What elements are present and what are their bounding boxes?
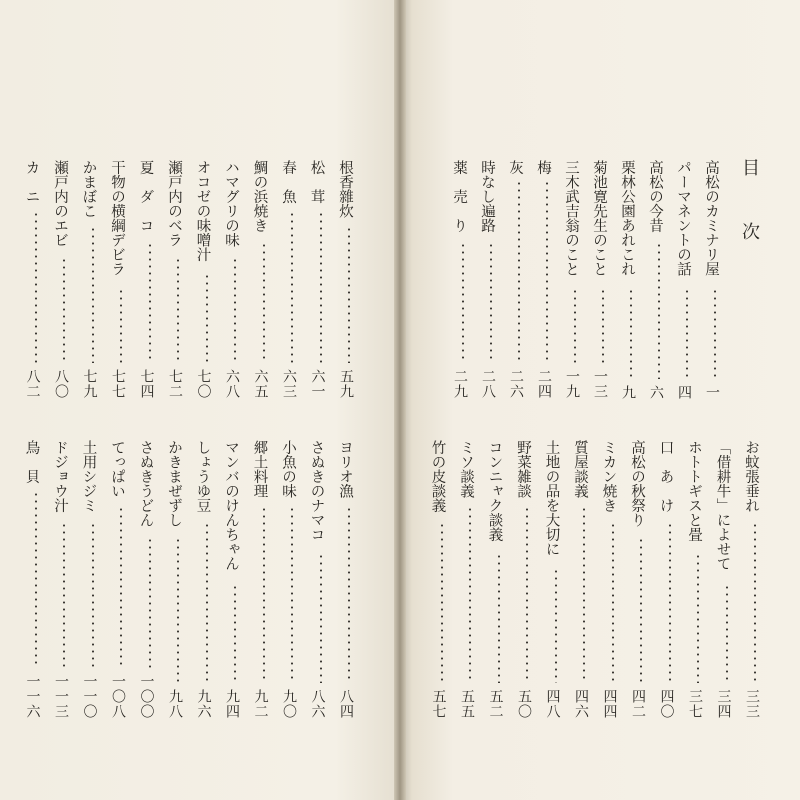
toc-entry-title: 梅 — [535, 160, 551, 175]
toc-entry-page: 六 — [648, 384, 664, 400]
toc-entry-page: 九八 — [167, 689, 183, 719]
toc-entry-page: 六一 — [309, 369, 326, 399]
toc-entry — [602, 440, 620, 720]
toc-leader-dots — [291, 506, 293, 683]
toc-leader-dots — [669, 522, 671, 684]
toc-entry-page: 一九 — [564, 369, 580, 399]
toc-entry — [676, 160, 694, 400]
toc-leader-dots — [658, 242, 660, 379]
toc-entry-title: 松 茸 — [308, 160, 325, 204]
toc-entry-title: ミカン焼き — [600, 440, 617, 513]
toc-entry — [536, 160, 554, 400]
toc-entry — [338, 440, 356, 720]
toc-entry-title: ヨリオ漁 — [337, 440, 353, 498]
toc-entry-title: しょうゆ豆 — [194, 440, 211, 513]
toc-leader-dots — [177, 537, 179, 683]
toc-entry — [716, 440, 734, 720]
toc-leader-dots — [63, 522, 65, 668]
toc-leader-dots — [714, 288, 716, 379]
toc-entry-title: てっぱい — [109, 440, 125, 498]
toc-leader-dots — [263, 242, 265, 364]
toc-entry-page: 九四 — [224, 689, 240, 719]
toc-entry — [545, 440, 563, 720]
toc-entry-title: 鳥 貝 — [23, 440, 40, 484]
toc-entry-title: ミソ談義 — [458, 440, 474, 498]
toc-leader-dots — [498, 553, 500, 684]
toc-entry-title: 瀬戸内のエビ — [52, 160, 68, 247]
toc-entry-title: 三木武吉翁のこと — [563, 160, 579, 276]
toc-entry — [648, 160, 666, 400]
toc-entry-title: 春 魚 — [280, 160, 296, 204]
toc-entry-page: 二八 — [480, 369, 496, 399]
toc-leader-dots — [120, 506, 122, 668]
page-shadow — [406, 0, 412, 800]
toc-entry-title: 高松のカミナリ屋 — [703, 160, 719, 276]
toc-entry — [110, 440, 128, 720]
toc-entry-page: 一一三 — [53, 673, 69, 719]
toc-leader-dots — [612, 522, 614, 684]
toc-entry-page: 八四 — [338, 689, 354, 719]
toc-entry-page: 四六 — [573, 689, 589, 719]
toc-entry — [659, 440, 677, 720]
left-page — [0, 0, 394, 800]
toc-entry-title: パーマネントの話 — [675, 160, 691, 276]
toc-entry — [196, 440, 214, 720]
toc-entry-title: 薬 売 り — [451, 160, 467, 233]
toc-leader-dots — [583, 506, 585, 683]
toc-entry-page: 九六 — [195, 689, 212, 719]
toc-leader-dots — [35, 211, 37, 364]
toc-leader-dots — [574, 288, 576, 363]
toc-entry-title: 灰 — [507, 160, 523, 175]
toc-entry-page: 七〇 — [195, 369, 212, 399]
toc-entry-page: 六五 — [252, 369, 269, 399]
toc-entry-title: 質屋談義 — [572, 440, 588, 498]
toc-entry-page: 一一六 — [24, 673, 41, 719]
toc-entry — [167, 440, 185, 720]
toc-entry — [25, 160, 43, 400]
toc-entry — [224, 160, 242, 400]
toc-leader-dots — [206, 273, 208, 364]
toc-entry-title: 高松の秋祭り — [629, 440, 645, 527]
toc-entry — [338, 160, 356, 400]
toc-entry — [704, 160, 722, 400]
toc-leader-dots — [348, 226, 350, 363]
toc-entry — [139, 160, 157, 400]
right-page — [406, 0, 800, 800]
toc-entry-title: ハマグリの味 — [223, 160, 239, 247]
toc-entry-title: 栗林公園あれこれ — [619, 160, 635, 276]
toc-entry-title: 夏 ダ コ — [137, 160, 154, 233]
toc-entry-page: 九 — [620, 384, 636, 400]
toc-entry — [630, 440, 648, 720]
toc-leader-dots — [686, 288, 688, 379]
toc-leader-dots — [462, 242, 464, 364]
toc-leader-dots — [206, 522, 208, 684]
toc-entry — [53, 160, 71, 400]
toc-entry-page: 五九 — [338, 369, 354, 399]
toc-entry-page: 五〇 — [516, 689, 532, 719]
book-gutter — [394, 0, 406, 800]
toc-entry — [53, 440, 71, 720]
toc-entry — [82, 160, 100, 400]
toc-entry — [281, 160, 299, 400]
toc-entry-page: 二六 — [508, 369, 524, 399]
toc-entry — [592, 160, 610, 400]
toc-entry-title: カ ニ — [23, 160, 40, 204]
toc-entry-title: 竹の皮談義 — [429, 440, 446, 513]
toc-entry-page: 九〇 — [281, 689, 297, 719]
toc-entry — [167, 160, 185, 400]
toc-entry-page: 七九 — [81, 369, 98, 399]
toc-entry-page: 六八 — [224, 369, 240, 399]
toc-entry-title: 根香雜炊 — [337, 160, 353, 218]
toc-entry — [452, 160, 470, 400]
toc-entry-page: 二四 — [536, 369, 552, 399]
toc-leader-dots — [92, 522, 94, 668]
toc-entry — [310, 440, 328, 720]
toc-entry-page: 四四 — [601, 689, 618, 719]
toc-entry-title: 土地の品を大切に — [543, 440, 560, 556]
toc-entry-title: 郷土料理 — [251, 440, 268, 498]
toc-leader-dots — [149, 537, 151, 668]
toc-entry-title: さぬきうどん — [137, 440, 154, 527]
toc-leader-dots — [320, 553, 322, 684]
toc-entry-page: 四二 — [630, 689, 646, 719]
toc-leader-dots — [469, 506, 471, 683]
toc-entry — [139, 440, 157, 720]
toc-entry — [620, 160, 638, 400]
toc-leader-dots — [63, 257, 65, 363]
toc-entry-title: 瀬戸内のベラ — [166, 160, 182, 247]
toc-entry-title: 鯛の浜焼き — [251, 160, 268, 233]
toc-entry — [744, 440, 762, 720]
toc-entry-title: 菊池寛先生のこと — [591, 160, 607, 276]
toc-entry-page: 四八 — [544, 689, 561, 719]
toc-entry — [488, 440, 506, 720]
toc-entry — [253, 160, 271, 400]
toc-entry — [564, 160, 582, 400]
toc-entry — [110, 160, 128, 400]
toc-entry — [687, 440, 705, 720]
toc-entry-page: 一一〇 — [81, 673, 98, 719]
toc-leader-dots — [526, 506, 528, 683]
toc-entry — [508, 160, 526, 400]
toc-entry-page: 三七 — [687, 689, 703, 719]
toc-entry-title: コンニャク談義 — [486, 440, 503, 542]
toc-leader-dots — [726, 584, 728, 684]
toc-entry — [82, 440, 100, 720]
toc-leader-dots — [640, 537, 642, 683]
toc-entry-title: マンバのけんちゃん — [223, 440, 239, 571]
toc-entry-title: 小魚の味 — [280, 440, 296, 498]
toc-entry-page: 四 — [676, 384, 692, 400]
toc-entry-title: 高松の今昔 — [647, 160, 663, 233]
toc-entry-title: お蚊張垂れ — [743, 440, 759, 513]
toc-entry-title: かきまぜずし — [166, 440, 182, 527]
toc-entry-page: 一〇八 — [110, 673, 126, 719]
toc-entry-title: ドジョウ汁 — [52, 440, 68, 513]
toc-entry-title: 「借耕牛」によせて — [714, 440, 731, 571]
toc-entry-page: 五七 — [430, 689, 447, 719]
toc-entry — [25, 440, 43, 720]
toc-entry-title: 時なし遍路 — [479, 160, 495, 233]
toc-entry-title: かまぼこ — [80, 160, 97, 218]
toc-entry-title: さぬきのナマコ — [308, 440, 325, 542]
toc-entry-page: 一 — [704, 384, 720, 400]
toc-leader-dots — [291, 211, 293, 364]
toc-entry — [253, 440, 271, 720]
toc-entry-page: 三三 — [744, 689, 760, 719]
toc-entry-title: 口 あ け — [657, 440, 674, 513]
toc-leader-dots — [441, 522, 443, 684]
toc-entry — [573, 440, 591, 720]
toc-leader-dots — [630, 288, 632, 379]
toc-entry — [196, 160, 214, 400]
toc-leader-dots — [518, 180, 520, 364]
toc-entry-page: 六三 — [281, 369, 297, 399]
toc-leader-dots — [754, 522, 756, 684]
toc-leader-dots — [602, 288, 604, 363]
toc-leader-dots — [149, 242, 151, 364]
toc-leader-dots — [555, 568, 557, 683]
toc-entry-title: オコゼの味噌汁 — [194, 160, 211, 262]
toc-leader-dots — [234, 584, 236, 684]
toc-entry — [459, 440, 477, 720]
toc-entry-page: 八六 — [309, 689, 326, 719]
toc-entry-page: 九二 — [252, 689, 269, 719]
toc-leader-dots — [234, 257, 236, 363]
toc-leader-dots — [320, 211, 322, 364]
toc-entry-page: 四〇 — [658, 689, 675, 719]
toc-entry — [480, 160, 498, 400]
contents-heading: 目 次 — [739, 158, 760, 254]
toc-entry-page: 五二 — [487, 689, 504, 719]
toc-entry-page: 五五 — [459, 689, 475, 719]
toc-entry — [431, 440, 449, 720]
toc-entry-page: 七四 — [138, 369, 155, 399]
toc-leader-dots — [348, 506, 350, 683]
toc-entry-page: 七二 — [167, 369, 183, 399]
toc-leader-dots — [177, 257, 179, 363]
toc-leader-dots — [120, 288, 122, 363]
toc-entry-page: 三四 — [715, 689, 732, 719]
toc-entry-page: 一三 — [592, 369, 608, 399]
toc-entry-page: 一〇〇 — [138, 673, 155, 719]
toc-entry-page: 二九 — [452, 369, 468, 399]
toc-leader-dots — [92, 226, 94, 363]
toc-entry — [224, 440, 242, 720]
toc-leader-dots — [263, 506, 265, 683]
toc-entry — [516, 440, 534, 720]
toc-leader-dots — [546, 180, 548, 364]
toc-leader-dots — [490, 242, 492, 364]
toc-leader-dots — [697, 553, 699, 684]
toc-entry-title: 土用シジミ — [80, 440, 97, 513]
toc-entry-page: 七七 — [110, 369, 126, 399]
toc-entry — [310, 160, 328, 400]
toc-entry-page: 八〇 — [53, 369, 69, 399]
toc-entry — [281, 440, 299, 720]
toc-entry-title: 干物の横綱デビラ — [109, 160, 125, 276]
toc-entry-title: ホトトギスと畳 — [686, 440, 702, 542]
toc-entry-title: 野菜雑談 — [515, 440, 531, 498]
toc-entry-page: 八二 — [24, 369, 41, 399]
toc-leader-dots — [35, 491, 37, 668]
